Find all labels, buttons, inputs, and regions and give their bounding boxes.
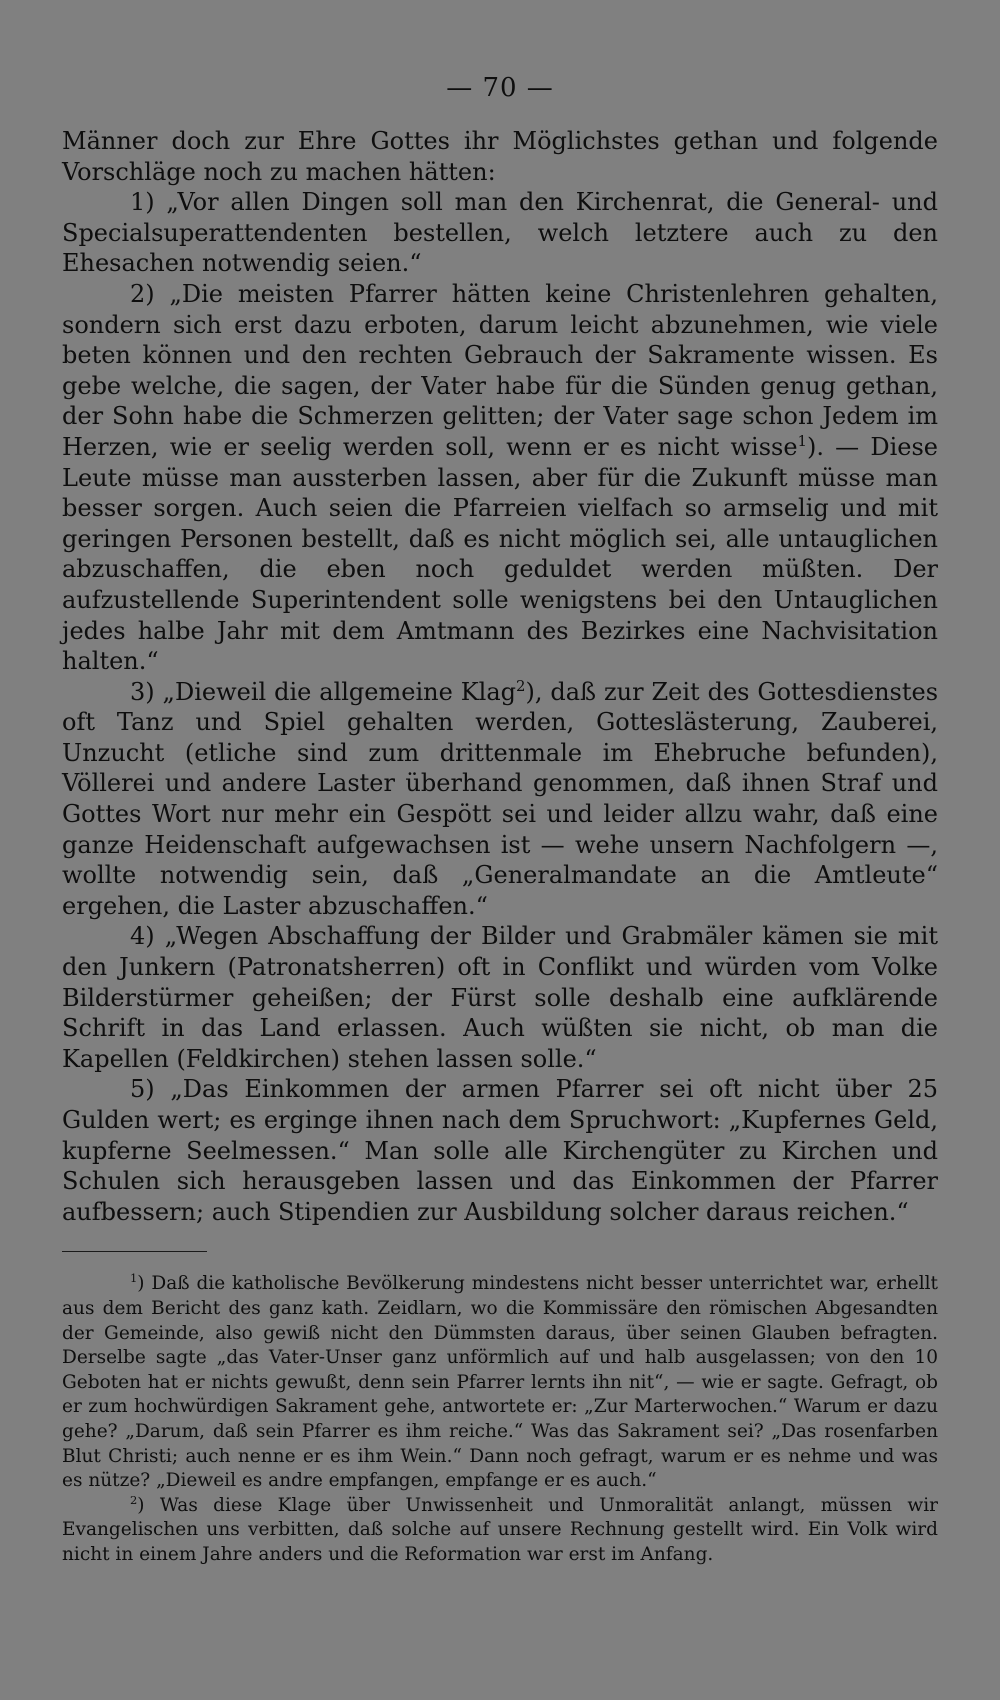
paragraph <box>62 187 938 279</box>
footnote-ref[interactable]: 1 <box>797 431 807 450</box>
paragraph <box>62 279 938 677</box>
footnote-text: ) Was diese Klage über Unwissenheit und Unmoralität anlangt, müssen wir Evangelischen uns verbitten, daß solche auf unsere Rechnung gestellt wird. Ein Volk wird nicht in einem Jahre anders und die Reformation war erst im Anfang. <box>62 1494 938 1565</box>
footnote <box>62 1494 938 1568</box>
paragraph-text: 5) „Das Einkommen der armen Pfarrer sei oft nicht über 25 Gulden wert; es erginge ihnen nach dem Spruchwort: „Kupfernes Geld, kupferne Seelmessen.“ Man solle alle Kirchengüter zu Kirchen und Schulen sich herausgeben lassen und das Einkommen der Pfarrer aufbessern; auch Stipendien zur Ausbildung solcher daraus reichen.“ <box>62 1075 938 1226</box>
paragraph-text: 2) „Die meisten Pfarrer hätten keine Christenlehren gehalten, sondern sich erst dazu erboten, darum leicht abzunehmen, wie viele beten können und den rechten Gebrauch der Sakramente wissen. Es gebe welche, die sagen, der Vater habe für die Sünden genug gethan, der Sohn habe die Schmerzen gelitten; der Vater sage schon Jedem im Herzen, wie er seelig werden soll, wenn er es nicht wisse <box>62 279 938 461</box>
footnote <box>62 1272 938 1493</box>
paragraph <box>62 1074 938 1227</box>
paragraph <box>62 126 938 187</box>
footnote-text: ) Daß die katholische Bevölkerung mindestens nicht besser unterrichtet war, erhellt aus dem Bericht des ganz kath. Zeidlarn, wo die Kommissäre den römischen Abgesandten der Gemeinde, also gewiß nicht den Dümmsten daraus, über seinen Glauben befragten. Derselbe sagte „das Vater-Unser ganz unförmlich auf und halb ausgelassen; von den 10 Geboten hat er nichts gewußt, denn sein Pfarrer lernts ihn nit“, — wie er sagte. Gefragt, ob er zum hochwürdigen Sakrament gehe, antwortete er: „Zur Marterwochen.“ Warum er dazu gehe? „Darum, daß sein Pfarrer es ihm reiche.“ Was das Sakrament sei? „Das rosenfarben Blut Christi; auch nenne er es ihm Wein.“ Dann noch gefragt, warum er es nehme und was es nütze? „Dieweil es andre empfangen, empfange er es auch.“ <box>62 1273 938 1492</box>
paragraph-text: 4) „Wegen Abschaffung der Bilder und Grabmäler kämen sie mit den Junkern (Patronatsherren) oft in Conflikt und würden vom Volke Bilderstürmer geheißen; der Fürst solle deshalb eine aufklärende Schrift in das Land erlassen. Auch wüßten sie nicht, ob man die Kapellen (Feldkirchen) stehen lassen solle.“ <box>62 922 938 1073</box>
paragraph-text-continued: ). — Diese Leute müsse man aussterben lassen, aber für die Zukunft müsse man besser sorgen. Auch seien die Pfarreien vielfach so armselig und mit geringen Personen bestellt, daß es nicht möglich sei, alle untauglichen abzuschaffen, die eben noch geduldet werden müßten. Der aufzustellende Superintendent solle wenigstens bei den Untauglichen jedes halbe Jahr mit dem Amtmann des Bezirkes eine Nachvisitation halten.“ <box>62 432 939 676</box>
paragraph-text: 3) „Dieweil die allgemeine Klag <box>130 677 516 706</box>
page-number: — 70 — <box>446 73 554 103</box>
paragraph-text: 1) „Vor allen Dingen soll man den Kirchenrat, die General- und Specialsuperattendenten bestellen, welch letztere auch zu den Ehesachen notwendig seien.“ <box>62 188 938 278</box>
paragraph <box>62 921 938 1074</box>
main-text <box>62 126 938 1227</box>
footnote-marker: 1 <box>130 1271 138 1286</box>
footnote-ref[interactable]: 2 <box>516 676 526 695</box>
footnotes <box>62 1272 938 1567</box>
book-page <box>62 68 938 1568</box>
footnote-marker: 2 <box>130 1492 138 1507</box>
paragraph-text: Männer doch zur Ehre Gottes ihr Möglichstes gethan und folgende Vorschläge noch zu machen hätten: <box>62 127 938 186</box>
paragraph-text-continued: ), daß zur Zeit des Gottesdienstes oft Tanz und Spiel gehalten werden, Gotteslästerung, Zauberei, Unzucht (etliche sind zum drittenmale im Ehebruche befunden), Völlerei und andere Laster überhand genommen, daß ihnen Straf und Gottes Wort nur mehr ein Gespött sei und leider allzu wahr, daß eine ganze Heidenschaft aufgewachsen ist — wehe unsern Nachfolgern —, wollte notwendig sein, daß „Generalmandate an die Amtleute“ ergehen, die Laster abzuschaffen.“ <box>62 677 939 920</box>
paragraph <box>62 677 938 922</box>
footnote-divider <box>62 1251 207 1252</box>
